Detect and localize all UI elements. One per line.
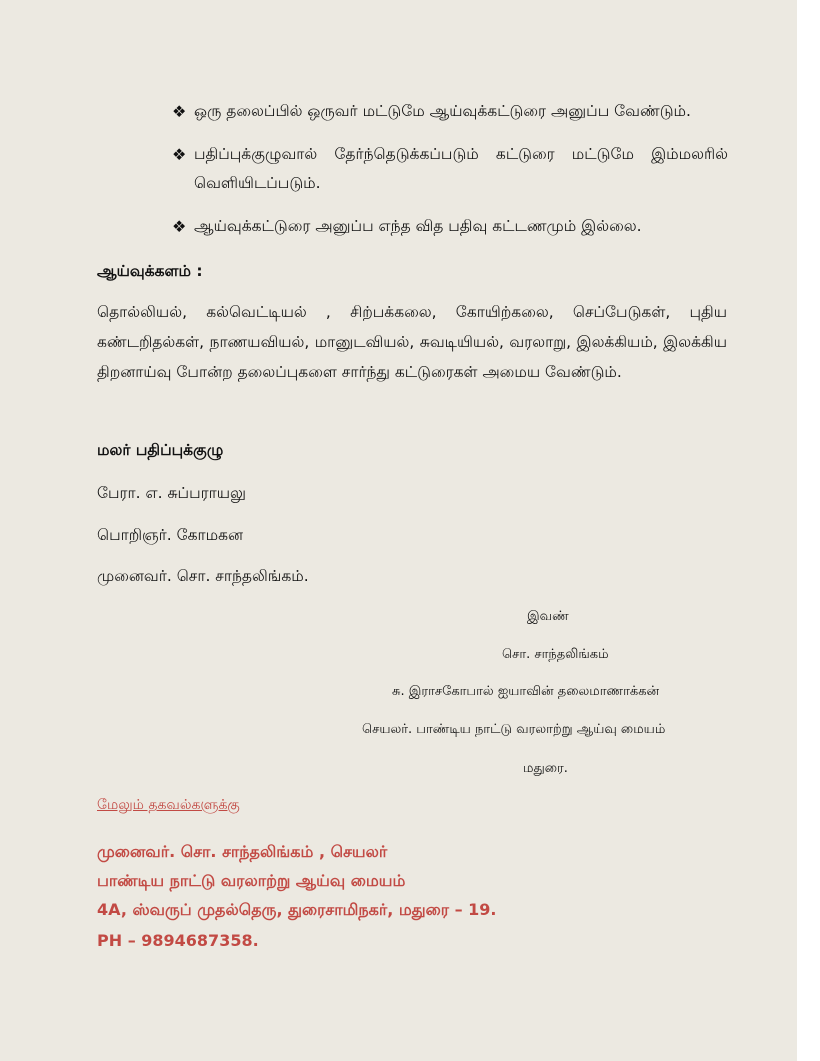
diamond-bullet-icon: ❖: [172, 217, 187, 236]
diamond-bullet-icon: ❖: [172, 102, 187, 121]
signature-title-line: சு. இராசகோபால் ஐயாவின் தலைமாணாக்கன்: [392, 684, 660, 699]
contact-phone-line: PH – 9894687358.: [97, 931, 259, 950]
more-info-heading: மேலும் தகவல்களுக்கு: [97, 797, 240, 813]
signature-name: சொ. சாந்தலிங்கம்: [502, 647, 609, 662]
diamond-bullet-icon: ❖: [172, 145, 187, 164]
rule-text: ஆய்வுக்கட்டுரை அனுப்ப எந்த வித பதிவு கட்டணமும் இல்லை.: [194, 217, 642, 235]
rules-list: [172, 97, 728, 255]
rule-item: [172, 140, 728, 198]
signature-greeting: இவண்: [527, 609, 569, 624]
signature-role-line: செயலர். பாண்டிய நாட்டு வரலாற்று ஆய்வு மையம்: [362, 722, 666, 737]
editorial-board-heading: மலர் பதிப்புக்குழு: [97, 441, 224, 459]
board-member: பேரா. எ. சுப்பராயலு: [97, 484, 246, 502]
rule-item: [172, 212, 728, 241]
contact-name-line: முனைவர். சொ. சாந்தலிங்கம் , செயலர்: [97, 842, 388, 861]
rule-text: பதிப்புக்குழுவால் தேர்ந்தெடுக்கப்படும் கட்டுரை மட்டுமே இம்மலரில் வெளியிடப்படும்.: [194, 145, 728, 192]
signature-place: மதுரை.: [523, 761, 568, 776]
board-member: முனைவர். சொ. சாந்தலிங்கம்.: [97, 567, 309, 585]
research-fields-paragraph: தொல்லியல், கல்வெட்டியல் , சிற்பக்கலை, கோயிற்கலை, செப்பேடுகள், புதிய கண்டறிதல்கள், நாணயவியல், மானுடவியல், சுவடியியல், வரலாறு, இலக்கியம், இலக்கிய திறனாய்வு போன்ற தலைப்புகளை சார்ந்து கட்டுரைகள் அமைய வேண்டும்.: [97, 303, 727, 381]
board-member: பொறிஞர். கோமகன: [97, 526, 244, 544]
research-fields-heading: ஆய்வுக்களம் :: [97, 262, 203, 280]
rule-text: ஒரு தலைப்பில் ஒருவர் மட்டுமே ஆய்வுக்கட்டுரை அனுப்ப வேண்டும்.: [194, 102, 691, 120]
contact-org-line: பாண்டிய நாட்டு வரலாற்று ஆய்வு மையம்: [97, 871, 406, 890]
rule-item: [172, 97, 728, 126]
contact-address-line: 4A, ஸ்வருப் முதல்தெரு, துரைசாமிநகர், மதுரை – 19.: [97, 900, 497, 919]
